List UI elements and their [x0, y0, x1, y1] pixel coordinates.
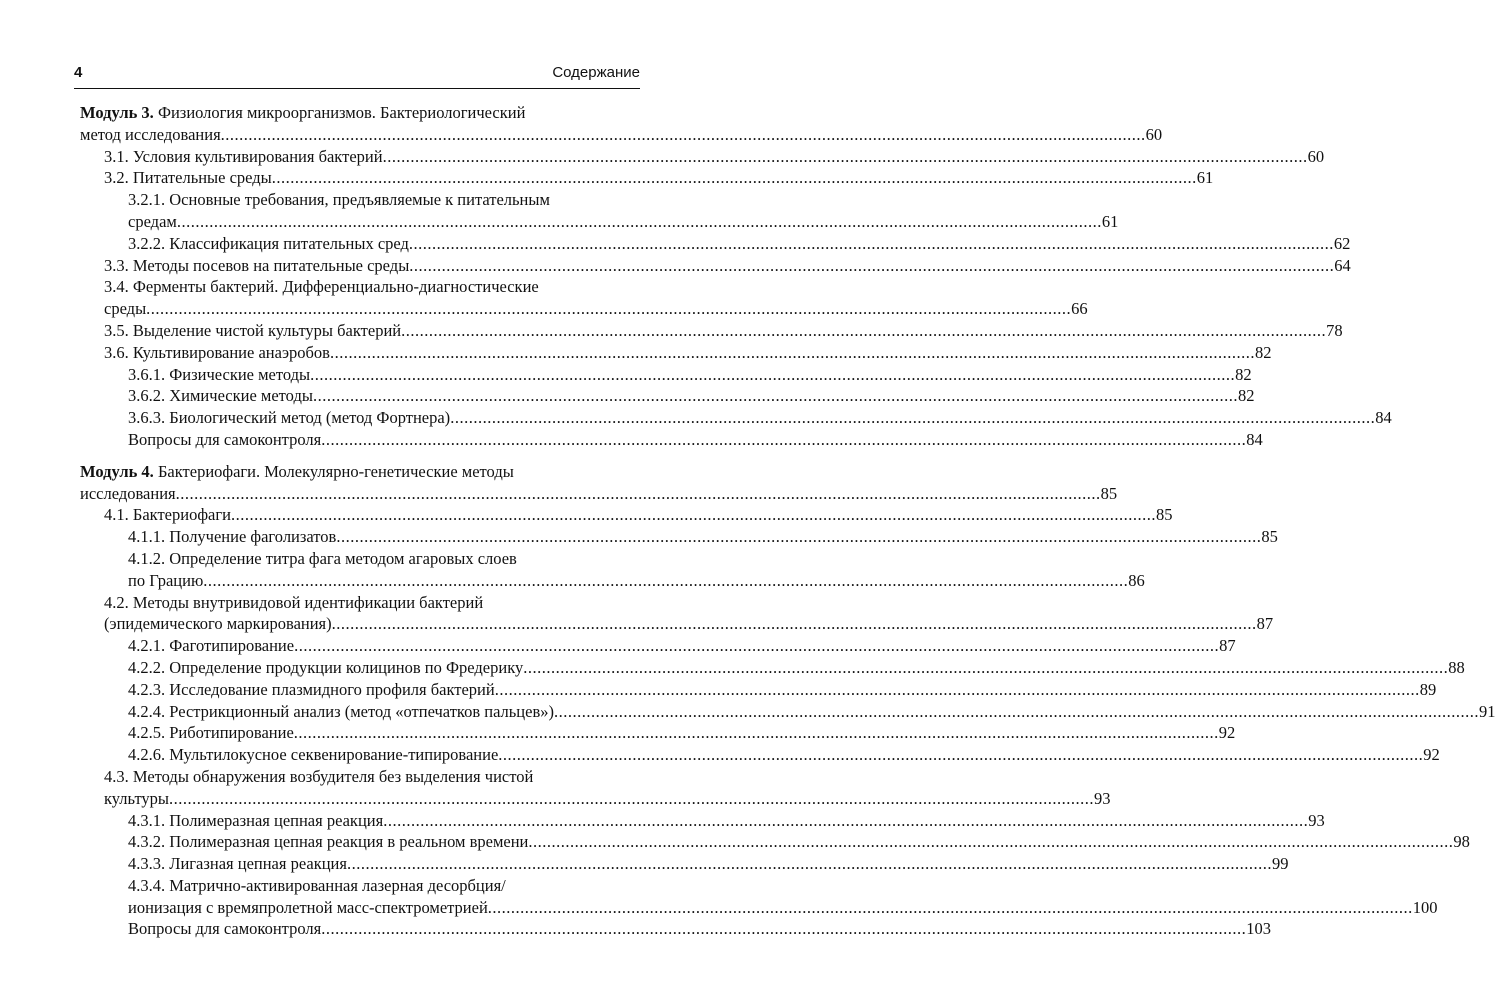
toc-entry	[80, 504, 1173, 526]
toc-title-text: 4.1. Бактериофаги	[104, 505, 231, 525]
toc-line	[128, 657, 1465, 679]
dot-leader: ........................................................................................................................................................................................................	[498, 745, 1424, 765]
toc-entry	[80, 918, 1271, 940]
toc-title-text: исследования	[80, 483, 176, 503]
toc-entry	[80, 810, 1325, 832]
toc-line	[80, 102, 637, 124]
dot-leader: ........................................................................................................................................................................................................	[169, 788, 1095, 808]
toc-page-number: 82	[1235, 364, 1252, 384]
dot-leader: ........................................................................................................................................................................................................	[346, 854, 1272, 874]
toc-line	[128, 364, 1252, 386]
toc-entry	[80, 167, 1214, 189]
dot-leader: ........................................................................................................................................................................................................	[487, 897, 1413, 917]
toc-title-text: по Грацию	[128, 570, 204, 590]
toc-entry	[80, 385, 1255, 407]
toc-line	[128, 831, 1470, 853]
dot-leader: ........................................................................................................................................................................................................	[409, 255, 1335, 275]
toc-title-text: Вопросы для самоконтроля	[128, 919, 322, 939]
toc-line	[128, 918, 1271, 940]
toc-line	[128, 810, 1325, 832]
dot-leader: ........................................................................................................................................................................................................	[408, 233, 1334, 253]
toc-title-text: 4.3.3. Лигазная цепная реакция	[128, 854, 347, 874]
table-of-contents	[80, 102, 1496, 940]
toc-page-number: 84	[1375, 408, 1392, 428]
module-label: Модуль 3.	[80, 103, 154, 122]
toc-title-text: 4.2.3. Исследование плазмидного профиля бактерий	[128, 679, 495, 699]
toc-entry	[80, 766, 1111, 810]
toc-line	[104, 167, 1214, 189]
toc-line	[104, 146, 1325, 168]
toc-entry	[80, 189, 1119, 233]
toc-title-text: 3.2. Питательные среды	[104, 168, 272, 188]
dot-leader: ........................................................................................................................................................................................................	[523, 657, 1449, 677]
toc-title-text: 4.2.4. Рестрикционный анализ (метод «отпечатков пальцев»)	[128, 701, 554, 721]
toc-title-text: культуры	[104, 788, 170, 808]
toc-line	[104, 788, 1111, 810]
toc-title-text: 4.3. Методы обнаружения возбудителя без выделения чистой	[104, 766, 534, 786]
dot-leader: ........................................................................................................................................................................................................	[329, 342, 1255, 362]
toc-page-number: 61	[1101, 211, 1119, 231]
toc-page-number: 82	[1254, 342, 1272, 362]
dot-leader: ........................................................................................................................................................................................................	[293, 723, 1219, 743]
section-title: Содержание	[552, 64, 640, 81]
toc-page-number: 98	[1453, 832, 1470, 852]
toc-page-number: 66	[1071, 299, 1088, 319]
toc-line	[128, 429, 1263, 451]
toc-page-number: 89	[1419, 679, 1437, 699]
toc-entry	[80, 276, 1088, 320]
toc-title-text: 3.1. Условия культивирования бактерий	[104, 146, 383, 166]
dot-leader: ........................................................................................................................................................................................................	[230, 505, 1156, 525]
toc-page-number: 103	[1246, 919, 1271, 939]
toc-title-text: Бактериофаги. Молекулярно-генетические методы	[157, 461, 514, 481]
dot-leader: ........................................................................................................................................................................................................	[310, 364, 1236, 384]
toc-title-text: 3.6. Культивирование анаэробов	[104, 342, 330, 362]
toc-title-text: 3.6.1. Физические методы	[128, 364, 311, 384]
toc-line	[128, 897, 1438, 919]
toc-entry	[80, 657, 1465, 679]
toc-title-text: 3.2.1. Основные требования, предъявляемые к питательным	[128, 190, 550, 210]
module-label: Модуль 4.	[80, 461, 154, 481]
toc-line	[80, 124, 1163, 146]
page-number: 4	[74, 64, 83, 81]
toc-entry	[80, 744, 1440, 766]
toc-title-text: 3.3. Методы посевов на питательные среды	[104, 255, 410, 275]
dot-leader: ........................................................................................................................................................................................................	[146, 299, 1072, 319]
toc-line	[128, 635, 1236, 657]
dot-leader: ........................................................................................................................................................................................................	[176, 211, 1102, 231]
toc-entry	[80, 592, 1274, 636]
toc-line	[128, 570, 1145, 592]
toc-line	[128, 189, 637, 211]
toc-title-text: средам	[128, 211, 177, 231]
toc-line	[104, 298, 1088, 320]
toc-line	[104, 613, 1274, 635]
toc-page-number: 87	[1256, 614, 1274, 634]
toc-title-text: 4.1.1. Получение фаголизатов	[128, 527, 337, 547]
dot-leader: ........................................................................................................................................................................................................	[220, 124, 1146, 144]
toc-page-number: 60	[1307, 146, 1325, 166]
toc-line	[128, 407, 1392, 429]
toc-page-number: 85	[1155, 505, 1173, 525]
toc-page-number: 64	[1334, 255, 1351, 275]
toc-page-number: 93	[1308, 810, 1325, 830]
toc-title-text: 4.2.2. Определение продукции колицинов по Фредерику	[128, 657, 524, 677]
toc-page-number: 93	[1094, 788, 1111, 808]
toc-page-number: 84	[1246, 429, 1263, 449]
toc-entry	[80, 255, 1351, 277]
toc-module-entry	[80, 461, 1118, 505]
toc-title-text: 4.3.4. Матрично-активированная лазерная десорбция/	[128, 875, 506, 895]
toc-page-number: 88	[1448, 657, 1465, 677]
toc-line	[128, 526, 1278, 548]
toc-title-text: 4.3.2. Полимеразная цепная реакция в реальном времени	[128, 832, 529, 852]
dot-leader: ........................................................................................................................................................................................................	[383, 810, 1309, 830]
toc-page-number: 99	[1271, 854, 1289, 874]
dot-leader: ........................................................................................................................................................................................................	[321, 919, 1247, 939]
toc-line	[104, 276, 637, 298]
toc-title-text: 4.2. Методы внутривидовой идентификации бактерий	[104, 592, 484, 612]
toc-entry	[80, 342, 1272, 364]
toc-line	[104, 504, 1173, 526]
toc-page-number: 92	[1218, 723, 1236, 743]
toc-page-number: 100	[1412, 897, 1438, 917]
toc-page-number: 92	[1423, 745, 1440, 765]
toc-page-number: 85	[1261, 527, 1278, 547]
toc-title-text: метод исследования	[80, 124, 221, 144]
toc-title-text: 3.6.2. Химические методы	[128, 386, 313, 406]
toc-module-entry	[80, 102, 1163, 146]
toc-title-text: среды	[104, 299, 147, 319]
toc-title-text: 4.2.6. Мультилокусное секвенирование-типирование	[128, 745, 499, 765]
dot-leader: ........................................................................................................................................................................................................	[321, 429, 1247, 449]
toc-line	[128, 853, 1289, 875]
toc-entry	[80, 407, 1392, 429]
toc-page-number: 87	[1219, 636, 1236, 656]
toc-entry	[80, 320, 1343, 342]
toc-entry	[80, 722, 1236, 744]
toc-title-text: ионизация с времяпролетной масс-спектрометрией	[128, 897, 488, 917]
dot-leader: ........................................................................................................................................................................................................	[528, 832, 1454, 852]
toc-entry	[80, 526, 1278, 548]
toc-line	[128, 548, 637, 570]
toc-line	[128, 679, 1437, 701]
toc-title-text: 4.1.2. Определение титра фага методом агаровых слоев	[128, 548, 517, 568]
toc-entry	[80, 233, 1351, 255]
toc-line	[128, 722, 1236, 744]
toc-title-text: 3.2.2. Классификация питательных сред	[128, 233, 409, 253]
toc-page-number: 85	[1100, 483, 1118, 503]
toc-page-number: 61	[1196, 168, 1214, 188]
toc-line	[128, 211, 1119, 233]
dot-leader: ........................................................................................................................................................................................................	[336, 527, 1262, 547]
dot-leader: ........................................................................................................................................................................................................	[382, 146, 1308, 166]
toc-line	[104, 592, 637, 614]
toc-line	[128, 744, 1440, 766]
toc-title-text: 3.6.3. Биологический метод (метод Фортнера)	[128, 408, 451, 428]
dot-leader: ........................................................................................................................................................................................................	[331, 614, 1257, 634]
toc-page-number: 60	[1145, 124, 1163, 144]
toc-entry	[80, 701, 1496, 723]
toc-entry	[80, 831, 1470, 853]
toc-title-text: Вопросы для самоконтроля	[128, 429, 322, 449]
toc-page-number: 91	[1479, 701, 1496, 721]
dot-leader: ........................................................................................................................................................................................................	[312, 386, 1238, 406]
toc-title-text: 4.2.5. Риботипирование	[128, 723, 294, 743]
toc-page-number: 78	[1326, 320, 1343, 340]
page-header	[74, 58, 640, 89]
toc-title-text: 3.4. Ферменты бактерий. Дифференциально-диагностические	[104, 277, 539, 297]
toc-line	[128, 875, 637, 897]
toc-line	[128, 385, 1255, 407]
toc-line	[104, 255, 1351, 277]
toc-page-number: 82	[1237, 386, 1255, 406]
toc-title-text: 4.2.1. Фаготипирование	[128, 636, 295, 656]
toc-line	[104, 320, 1343, 342]
toc-line	[128, 701, 1496, 723]
dot-leader: ........................................................................................................................................................................................................	[175, 483, 1101, 503]
toc-entry	[80, 853, 1289, 875]
toc-entry	[80, 875, 1438, 919]
toc-line	[128, 233, 1351, 255]
toc-title-text: Физиология микроорганизмов. Бактериологический	[157, 103, 526, 122]
dot-leader: ........................................................................................................................................................................................................	[401, 320, 1327, 340]
toc-entry	[80, 548, 1145, 592]
toc-title-text: 4.3.1. Полимеразная цепная реакция	[128, 810, 384, 830]
dot-leader: ........................................................................................................................................................................................................	[450, 408, 1376, 428]
toc-entry	[80, 635, 1236, 657]
toc-entry	[80, 429, 1263, 451]
toc-entry	[80, 364, 1252, 386]
dot-leader: ........................................................................................................................................................................................................	[271, 168, 1197, 188]
dot-leader: ........................................................................................................................................................................................................	[294, 636, 1220, 656]
dot-leader: ........................................................................................................................................................................................................	[494, 679, 1420, 699]
toc-entry	[80, 679, 1437, 701]
toc-line	[80, 461, 637, 483]
toc-title-text: 3.5. Выделение чистой культуры бактерий	[104, 320, 402, 340]
toc-page-number: 86	[1128, 570, 1145, 590]
toc-line	[104, 342, 1272, 364]
toc-title-text: (эпидемического маркирования)	[104, 614, 332, 634]
dot-leader: ........................................................................................................................................................................................................	[554, 701, 1479, 721]
toc-line	[80, 483, 1118, 505]
toc-line	[104, 766, 637, 788]
dot-leader: ........................................................................................................................................................................................................	[203, 570, 1129, 590]
toc-entry	[80, 146, 1325, 168]
toc-page-number: 62	[1333, 233, 1351, 253]
